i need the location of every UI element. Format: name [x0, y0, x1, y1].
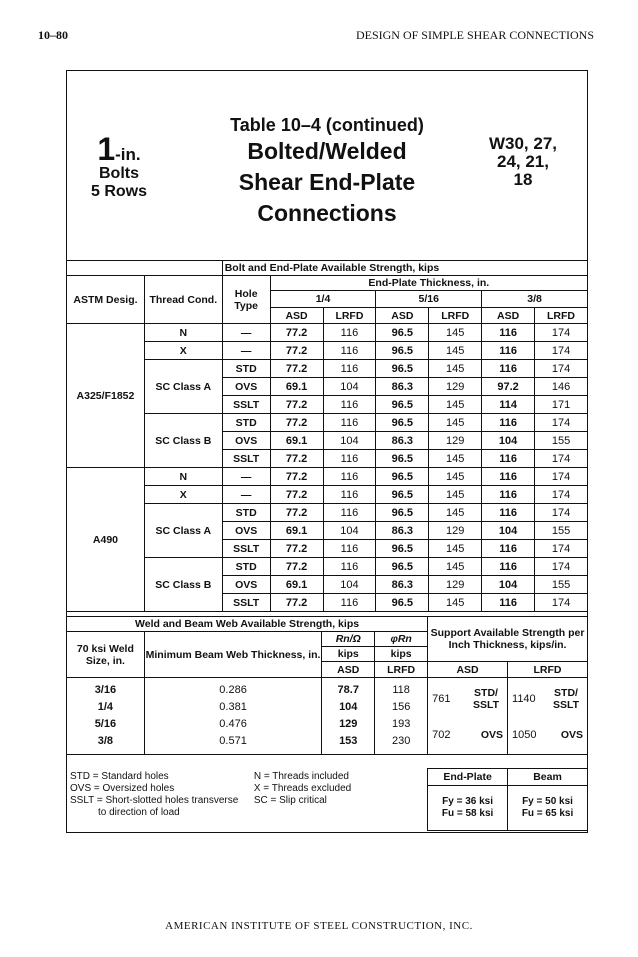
thickness-2: 5/16	[376, 291, 482, 308]
table-row	[67, 342, 588, 360]
weld-size: 3/16	[94, 684, 117, 696]
asd-value: 116	[482, 360, 535, 378]
asd-value: 116	[482, 558, 535, 576]
asd-value: 77.2	[270, 396, 323, 414]
asd-value: 77.2	[270, 414, 323, 432]
asd-value: 96.5	[376, 342, 429, 360]
asd-value: 77.2	[270, 594, 323, 612]
end-plate-header: End-Plate	[428, 769, 508, 786]
note-sc: SC = Slip critical	[253, 794, 327, 806]
shapes-line-1: W30, 27,	[488, 134, 558, 153]
note-x: X = Threads excluded	[253, 782, 352, 794]
thread-condition: SC Class A	[144, 504, 222, 558]
beam-header: Beam	[508, 769, 588, 786]
support-hole-type: OVS	[480, 729, 504, 741]
note-n: N = Threads included	[253, 770, 349, 782]
lrfd-value: 145	[429, 324, 482, 342]
support-lrfd-value: 1050	[512, 729, 537, 741]
asd-value: 114	[482, 396, 535, 414]
bolt-diameter: 1	[97, 131, 116, 167]
thread-condition: X	[144, 342, 222, 360]
publisher-footer: AMERICAN INSTITUTE OF STEEL CONSTRUCTION, INC.	[165, 920, 473, 932]
lrfd-value: 174	[535, 540, 588, 558]
asd-value: 116	[482, 324, 535, 342]
support-lrfd-cell	[508, 678, 588, 755]
asd-value: 116	[482, 414, 535, 432]
bolts-label: Bolts	[99, 165, 139, 182]
lrfd-header: LRFD	[375, 662, 428, 678]
abbreviations-left	[66, 769, 254, 831]
title-line-3: Connections	[257, 200, 397, 226]
asd-value: 69.1	[270, 576, 323, 594]
asd-value: 69.1	[270, 432, 323, 450]
table-row	[67, 324, 588, 342]
lrfd-header: LRFD	[323, 308, 376, 324]
shapes-label	[473, 135, 573, 189]
support-lrfd-value: 1140	[512, 693, 536, 705]
hole-type: STD	[222, 558, 270, 576]
lrfd-value: 174	[535, 504, 588, 522]
asd-value: 116	[482, 504, 535, 522]
table-row	[67, 558, 588, 576]
beam-props	[508, 786, 588, 831]
lrfd-value: 155	[535, 432, 588, 450]
table-row	[67, 360, 588, 378]
asd-value: 116	[482, 342, 535, 360]
support-strength-header: Support Available Strength per Inch Thickness, kips/in.	[428, 617, 588, 662]
thread-condition: SC Class B	[144, 414, 222, 468]
lrfd-value: 145	[429, 594, 482, 612]
asd-value: 96.5	[376, 396, 429, 414]
asd-value: 77.2	[270, 558, 323, 576]
note-sslt: SSLT = Short-slotted holes transverse	[70, 794, 239, 806]
lrfd-value: 174	[535, 342, 588, 360]
lrfd-value: 116	[323, 450, 376, 468]
thickness-1: 1/4	[270, 291, 376, 308]
bolt-table-caption: Bolt and End-Plate Available Strength, kips	[222, 261, 587, 276]
bolt-table-body	[67, 324, 588, 612]
bolt-size-label	[67, 133, 171, 201]
hole-type: OVS	[222, 378, 270, 396]
lrfd-value: 116	[323, 324, 376, 342]
page-number: 10–80	[38, 28, 68, 42]
web-thickness: 0.571	[219, 735, 247, 747]
weld-table-caption: Weld and Beam Web Available Strength, kips	[67, 617, 428, 632]
lrfd-value: 174	[535, 468, 588, 486]
weld-size: 1/4	[97, 701, 114, 713]
col-astm: ASTM Desig.	[67, 276, 145, 324]
weld-lrfd-value: 193	[391, 718, 411, 730]
table-row	[67, 486, 588, 504]
chapter-title: DESIGN OF SIMPLE SHEAR CONNECTIONS	[355, 28, 594, 42]
lrfd-value: 174	[535, 594, 588, 612]
note-std: STD = Standard holes	[70, 770, 169, 782]
weld-lrfd-value: 230	[391, 735, 411, 747]
lrfd-value: 116	[323, 414, 376, 432]
bolt-strength-table	[66, 260, 588, 612]
asd-value: 116	[482, 594, 535, 612]
asd-value: 86.3	[376, 378, 429, 396]
lrfd-value: 129	[429, 522, 482, 540]
end-plate-props	[428, 786, 508, 831]
lrfd-value: 104	[323, 432, 376, 450]
thread-condition: N	[144, 324, 222, 342]
lrfd-value: 155	[535, 576, 588, 594]
asd-value: 96.5	[376, 360, 429, 378]
support-asd-value: 761	[432, 693, 451, 705]
end-plate-fy: Fy = 36 ksi	[442, 796, 494, 807]
asd-value: 116	[482, 486, 535, 504]
lrfd-value: 104	[323, 378, 376, 396]
lrfd-value: 129	[429, 378, 482, 396]
lrfd-value: 174	[535, 360, 588, 378]
hole-type: SSLT	[222, 594, 270, 612]
lrfd-value: 145	[429, 360, 482, 378]
lrfd-value: 174	[535, 324, 588, 342]
lrfd-value: 145	[429, 414, 482, 432]
asd-value: 96.5	[376, 414, 429, 432]
weld-strength-table	[66, 616, 588, 755]
title-line-2: Shear End-Plate	[238, 169, 416, 195]
asd-header: ASD	[270, 308, 323, 324]
asd-value: 116	[482, 468, 535, 486]
lrfd-header: LRFD	[535, 308, 588, 324]
support-hole-type: OVS	[560, 729, 583, 741]
table-row	[67, 504, 588, 522]
support-asd-header: ASD	[428, 662, 508, 678]
lrfd-value: 116	[323, 540, 376, 558]
asd-value: 96.5	[376, 324, 429, 342]
shapes-line-2: 24, 21,	[497, 152, 549, 171]
asd-value: 69.1	[270, 378, 323, 396]
asd-value: 77.2	[270, 540, 323, 558]
lrfd-value: 116	[323, 468, 376, 486]
thread-condition: X	[144, 486, 222, 504]
table-frame	[66, 70, 588, 833]
asd-value: 96.5	[376, 486, 429, 504]
weld-asd-value: 153	[339, 735, 358, 747]
asd-value: 96.5	[376, 450, 429, 468]
lrfd-value: 171	[535, 396, 588, 414]
support-hole-type: STD/ SSLT	[552, 687, 580, 711]
plate-thickness-header: End-Plate Thickness, in.	[270, 276, 587, 291]
thread-condition: SC Class B	[144, 558, 222, 612]
hole-type: SSLT	[222, 396, 270, 414]
asd-header: ASD	[482, 308, 535, 324]
lrfd-header: LRFD	[429, 308, 482, 324]
lrfd-value: 174	[535, 558, 588, 576]
asd-value: 77.2	[270, 324, 323, 342]
asd-value: 104	[482, 522, 535, 540]
support-asd-cell	[428, 678, 508, 755]
rn-omega-header: Rn/Ω	[322, 632, 375, 647]
weld-asd-value: 129	[339, 718, 358, 730]
weld-lrfd-value: 118	[392, 684, 410, 696]
asd-value: 86.3	[376, 432, 429, 450]
astm-designation: A325/F1852	[67, 324, 145, 468]
col-thread: Thread Cond.	[144, 276, 222, 324]
lrfd-value: 145	[429, 450, 482, 468]
title-block	[67, 71, 587, 261]
lrfd-value: 116	[323, 504, 376, 522]
kips-unit: kips	[322, 647, 375, 662]
support-asd-value: 702	[432, 729, 451, 741]
weld-lrfd-value: 156	[391, 701, 411, 713]
asd-value: 69.1	[270, 522, 323, 540]
table-row	[67, 468, 588, 486]
lrfd-value: 116	[323, 396, 376, 414]
notes-table	[66, 768, 588, 831]
hole-type: OVS	[222, 522, 270, 540]
support-hole-type: STD/ SSLT	[472, 687, 500, 711]
beam-fy: Fy = 50 ksi	[522, 796, 573, 807]
thread-condition: SC Class A	[144, 360, 222, 414]
abbreviations-right	[254, 769, 428, 831]
lrfd-value: 145	[429, 342, 482, 360]
lrfd-value: 104	[323, 576, 376, 594]
asd-value: 116	[482, 540, 535, 558]
hole-type: —	[222, 324, 270, 342]
asd-value: 77.2	[270, 504, 323, 522]
web-thickness-cell	[144, 678, 322, 755]
asd-header: ASD	[322, 662, 375, 678]
asd-value: 96.5	[376, 540, 429, 558]
hole-type: OVS	[222, 432, 270, 450]
asd-value: 96.5	[376, 558, 429, 576]
col-hole: Hole Type	[222, 276, 270, 324]
asd-value: 86.3	[376, 522, 429, 540]
weld-size: 3/8	[97, 735, 114, 747]
end-plate-fu: Fu = 58 ksi	[441, 808, 494, 819]
beam-fu: Fu = 65 ksi	[521, 808, 574, 819]
hole-type: —	[222, 486, 270, 504]
weld-sizes-cell	[67, 678, 145, 755]
support-lrfd-header: LRFD	[508, 662, 588, 678]
lrfd-value: 145	[429, 396, 482, 414]
web-thickness: 0.381	[219, 701, 247, 713]
lrfd-value: 145	[429, 486, 482, 504]
lrfd-value: 145	[429, 540, 482, 558]
hole-type: —	[222, 342, 270, 360]
lrfd-value: 129	[429, 576, 482, 594]
astm-designation: A490	[67, 468, 145, 612]
web-thickness: 0.286	[219, 684, 247, 696]
note-sslt-cont: to direction of load	[98, 806, 180, 818]
asd-value: 104	[482, 576, 535, 594]
lrfd-value: 174	[535, 486, 588, 504]
asd-value: 96.5	[376, 594, 429, 612]
lrfd-value: 146	[535, 378, 588, 396]
table-row	[67, 414, 588, 432]
kips-unit: kips	[375, 647, 428, 662]
asd-value: 86.3	[376, 576, 429, 594]
thickness-3: 3/8	[482, 291, 588, 308]
asd-value: 104	[482, 432, 535, 450]
lrfd-value: 116	[323, 594, 376, 612]
lrfd-value: 104	[323, 522, 376, 540]
lrfd-value: 116	[323, 486, 376, 504]
asd-value: 116	[482, 450, 535, 468]
asd-value: 77.2	[270, 342, 323, 360]
table-title	[177, 115, 477, 229]
rows-label: 5 Rows	[90, 183, 147, 200]
lrfd-value: 116	[323, 558, 376, 576]
web-thickness-header: Minimum Beam Web Thickness, in.	[144, 632, 322, 678]
asd-value: 77.2	[270, 360, 323, 378]
note-ovs: OVS = Oversized holes	[70, 782, 175, 794]
hole-type: STD	[222, 414, 270, 432]
asd-header: ASD	[376, 308, 429, 324]
hole-type: OVS	[222, 576, 270, 594]
bolt-unit: -in.	[115, 145, 141, 164]
hole-type: —	[222, 468, 270, 486]
table-number: Table 10–4 (continued)	[230, 115, 424, 135]
hole-type: STD	[222, 360, 270, 378]
weld-size-header: 70 ksi Weld Size, in.	[67, 632, 145, 678]
asd-value: 97.2	[482, 378, 535, 396]
shapes-line-3: 18	[513, 170, 533, 189]
lrfd-value: 155	[535, 522, 588, 540]
hole-type: STD	[222, 504, 270, 522]
lrfd-value: 116	[323, 342, 376, 360]
weld-asd-cell	[322, 678, 375, 755]
lrfd-value: 129	[429, 432, 482, 450]
asd-value: 96.5	[376, 468, 429, 486]
hole-type: SSLT	[222, 540, 270, 558]
asd-value: 77.2	[270, 486, 323, 504]
asd-value: 77.2	[270, 450, 323, 468]
phi-rn-header: φRn	[375, 632, 428, 647]
lrfd-value: 145	[429, 504, 482, 522]
lrfd-value: 145	[429, 468, 482, 486]
hole-type: SSLT	[222, 450, 270, 468]
weld-size: 5/16	[94, 718, 117, 730]
lrfd-value: 145	[429, 558, 482, 576]
weld-asd-value: 104	[339, 701, 358, 713]
weld-asd-value: 78.7	[337, 684, 359, 696]
asd-value: 77.2	[270, 468, 323, 486]
weld-lrfd-cell	[375, 678, 428, 755]
lrfd-value: 174	[535, 414, 588, 432]
title-line-1: Bolted/Welded	[247, 138, 407, 164]
lrfd-value: 174	[535, 450, 588, 468]
web-thickness: 0.476	[219, 718, 247, 730]
asd-value: 96.5	[376, 504, 429, 522]
lrfd-value: 116	[323, 360, 376, 378]
thread-condition: N	[144, 468, 222, 486]
